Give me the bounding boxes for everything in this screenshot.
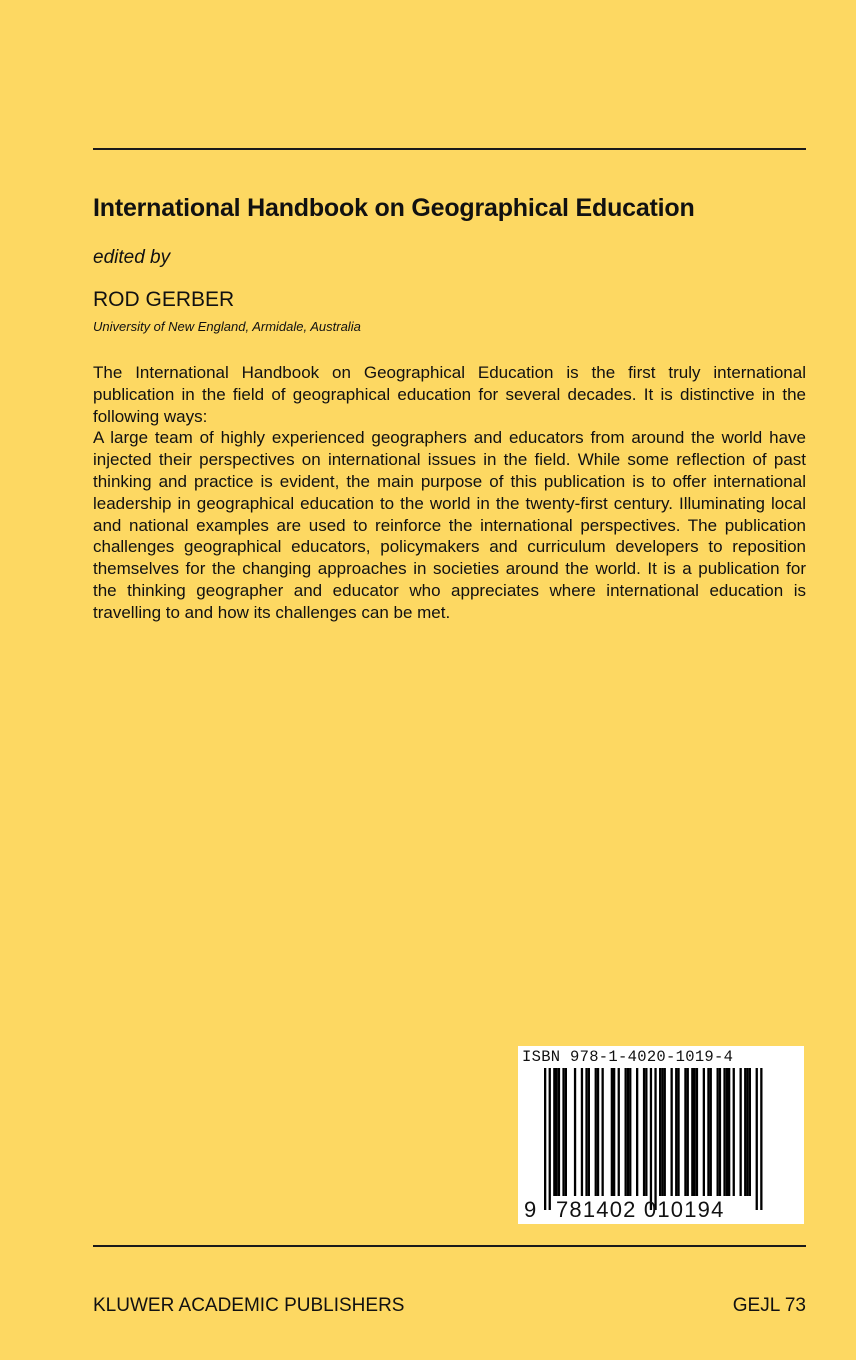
barcode-bar	[611, 1068, 613, 1196]
barcode-bar	[597, 1068, 599, 1196]
barcode-bar	[650, 1068, 652, 1210]
bottom-rule	[93, 1245, 806, 1247]
barcode-bar	[629, 1068, 631, 1196]
top-rule	[93, 148, 806, 150]
publisher-name: KLUWER ACADEMIC PUBLISHERS	[93, 1295, 405, 1316]
barcode-bar	[565, 1068, 567, 1196]
barcode-bar	[760, 1068, 762, 1210]
barcode-bar	[618, 1068, 620, 1196]
barcode-bar	[588, 1068, 590, 1196]
ean-digits: 781402 010194	[556, 1197, 725, 1222]
barcode-bar	[581, 1068, 583, 1196]
barcode-bar	[636, 1068, 638, 1196]
barcode-bar	[696, 1068, 698, 1196]
barcode-bar	[728, 1068, 730, 1196]
description-paragraph-1: The International Handbook on Geographical Education is the first truly international publication in the field of geographical education for several decades. It is distinctive in the following ways:	[93, 363, 806, 426]
barcode-bar	[684, 1068, 686, 1196]
barcode-bar	[661, 1068, 663, 1196]
barcode-bar	[719, 1068, 721, 1196]
barcode-bar	[746, 1068, 748, 1196]
barcode-bar	[707, 1068, 709, 1196]
barcode-bar	[574, 1068, 576, 1196]
book-description	[93, 362, 806, 624]
barcode-bar	[625, 1068, 627, 1196]
barcode-bar	[723, 1068, 725, 1196]
barcode-bar	[675, 1068, 677, 1196]
barcode-bar	[726, 1068, 728, 1196]
barcode-bar	[549, 1068, 551, 1210]
barcode-bar	[756, 1068, 758, 1210]
barcode-bar	[562, 1068, 564, 1196]
barcode-bar	[654, 1068, 656, 1210]
barcode-bar	[710, 1068, 712, 1196]
barcode-bar	[558, 1068, 560, 1196]
barcode-bar	[703, 1068, 705, 1196]
barcode-bar	[691, 1068, 693, 1196]
barcode-bar	[659, 1068, 661, 1196]
barcode-bar	[694, 1068, 696, 1196]
barcode-bar	[740, 1068, 742, 1196]
barcode-bar	[671, 1068, 673, 1196]
barcode-bar	[613, 1068, 615, 1196]
barcode-bar	[717, 1068, 719, 1196]
barcode-bar	[556, 1068, 558, 1196]
description-paragraph-2: A large team of highly experienced geographers and educators from around the world have injected their perspectives on international issues in the field. While some reflection of past thinking and practice is evident, the main purpose of this publication is to offer international leadership in geographical education to the world in the twenty-first century. Illuminating local and national examples are used to reinforce the international perspectives. The publication challenges geographical educators, policymakers and curriculum developers to reposition themselves for the changing approaches in societies around the world. It is a publication for the thinking geographer and educator who appreciates where international education is travelling to and how its challenges can be met.	[93, 428, 806, 622]
barcode-bar	[733, 1068, 735, 1196]
isbn-barcode	[518, 1046, 804, 1224]
barcode-bar	[687, 1068, 689, 1196]
series-code: GEJL 73	[732, 1295, 806, 1316]
barcode-bar	[544, 1068, 546, 1210]
barcode-bar	[749, 1068, 751, 1196]
barcode-bar	[553, 1068, 555, 1196]
barcode-bar	[627, 1068, 629, 1196]
isbn-label: ISBN 978-1-4020-1019-4	[522, 1048, 734, 1066]
barcode-bar	[643, 1068, 645, 1196]
barcode-bar	[744, 1068, 746, 1196]
barcode-bar	[677, 1068, 679, 1196]
book-title: International Handbook on Geographical Education	[93, 194, 695, 222]
barcode-bar	[585, 1068, 587, 1196]
ean-first-digit: 9	[524, 1197, 537, 1222]
editor-affiliation: University of New England, Armidale, Australia	[93, 319, 361, 334]
edited-by-label: edited by	[93, 247, 171, 268]
barcode-bar	[645, 1068, 647, 1196]
barcode-bar	[602, 1068, 604, 1196]
barcode-bar	[664, 1068, 666, 1196]
editor-name: ROD GERBER	[93, 288, 235, 311]
barcode-bar	[595, 1068, 597, 1196]
